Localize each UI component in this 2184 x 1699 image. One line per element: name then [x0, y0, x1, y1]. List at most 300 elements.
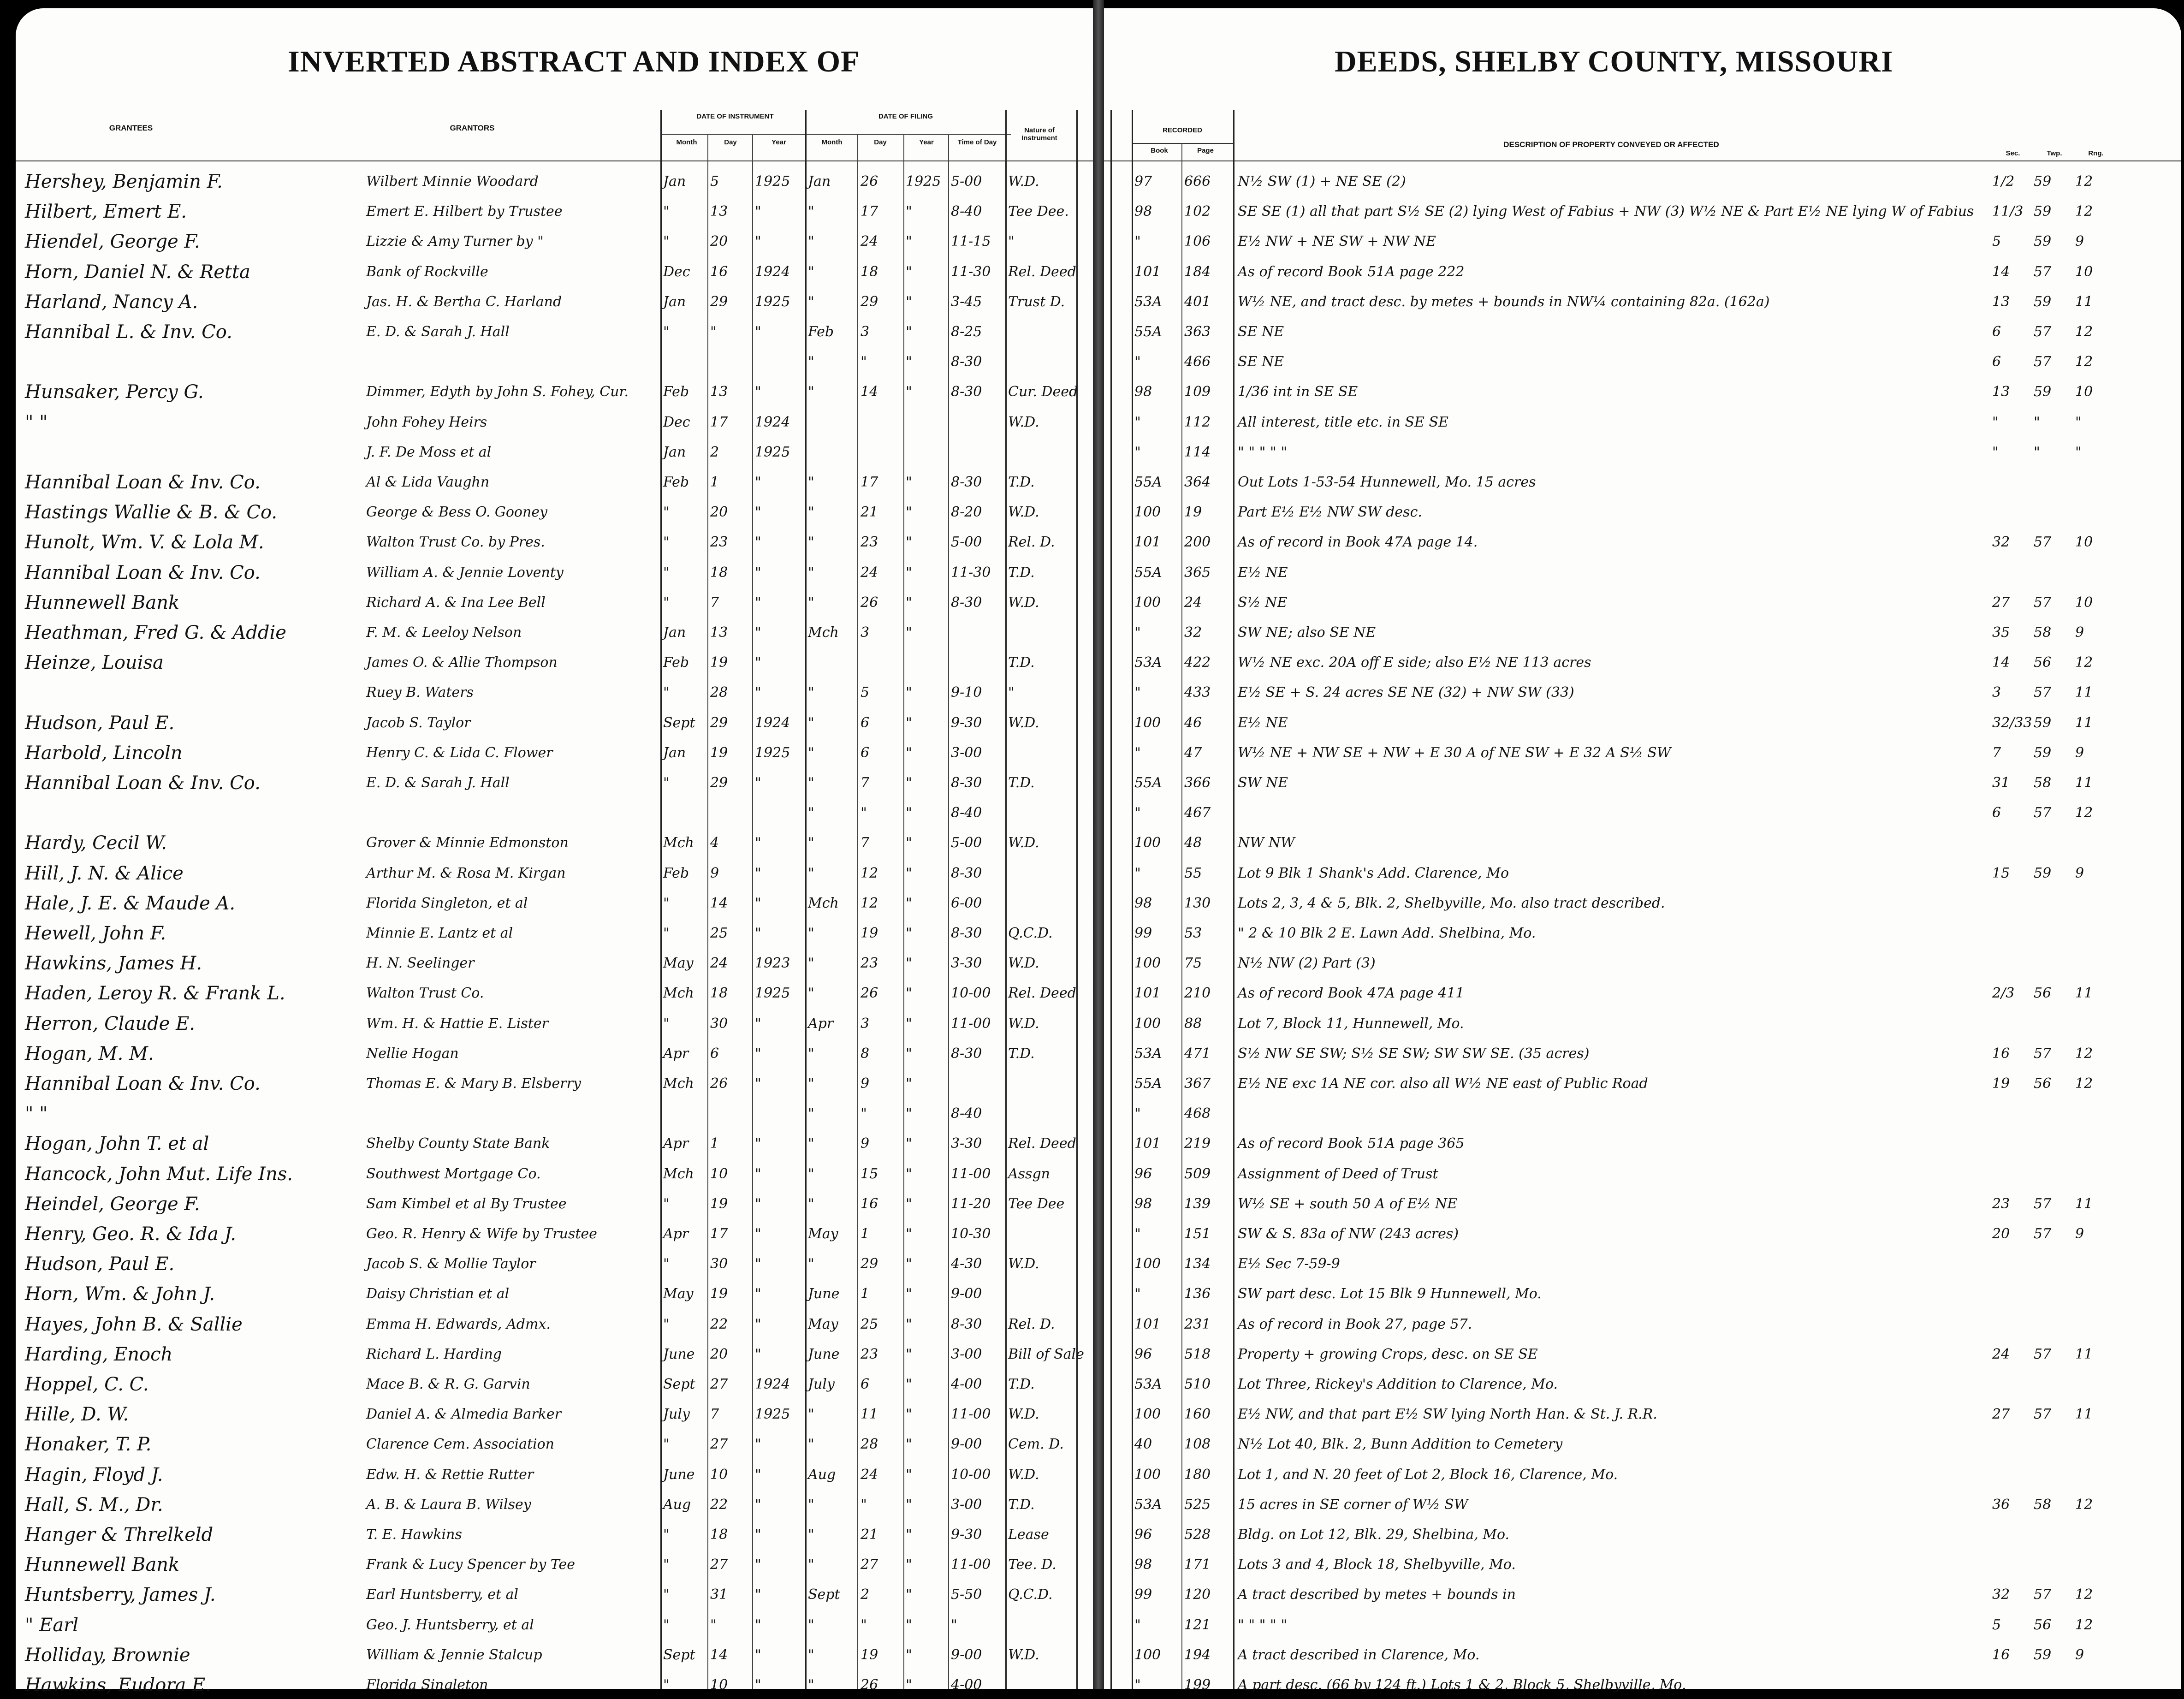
inst-day-cell: 13: [710, 624, 728, 641]
nature-cell: Cur. Deed: [1008, 384, 1078, 400]
sec-cell: 1/2: [1992, 173, 2015, 190]
right-page: [1104, 8, 2181, 1693]
inst-month-cell: Jan: [663, 173, 686, 190]
grantee-cell: Hardy, Cecil W.: [25, 832, 167, 854]
page-cell: 467: [1184, 805, 1211, 821]
nature-cell: Q.C.D.: [1008, 1586, 1053, 1603]
inst-month-cell: Apr: [663, 1226, 689, 1242]
grantee-cell: Hastings Wallie & B. & Co.: [25, 502, 278, 523]
nature-cell: Tee. D.: [1008, 1556, 1056, 1573]
book-cell: 99: [1134, 1586, 1152, 1603]
filing-year-cell: ": [906, 474, 912, 490]
twp-cell: 57: [2034, 1406, 2052, 1423]
table-row: [1104, 315, 2181, 346]
inst-month-cell: ": [663, 324, 670, 340]
inst-day-cell: 19: [710, 744, 728, 761]
filing-month-cell: ": [808, 1556, 814, 1573]
inst-month-cell: Apr: [663, 1135, 689, 1152]
table-row: [16, 1398, 1093, 1428]
grantor-cell: William & Jennie Stalcup: [366, 1646, 542, 1663]
twp-cell: 57: [2034, 534, 2052, 551]
page-cell: 518: [1184, 1346, 1211, 1362]
table-row: [1104, 225, 2181, 255]
inst-month-cell: Jan: [663, 293, 686, 310]
table-row: [1104, 917, 2181, 947]
sec-cell: 3: [1992, 684, 2001, 701]
filing-year-cell: ": [906, 1346, 912, 1362]
grantor-cell: Florida Singleton, et al: [366, 895, 528, 911]
header-twp: Twp.: [2047, 149, 2062, 157]
grantor-cell: John Fohey Heirs: [366, 414, 487, 430]
filing-day-cell: 6: [861, 744, 870, 761]
page-cell: 219: [1184, 1135, 1211, 1152]
inst-day-cell: 17: [710, 414, 728, 430]
grantor-cell: William A. & Jennie Loventy: [366, 564, 564, 581]
filing-day-cell: 19: [861, 925, 878, 941]
grantor-cell: Earl Huntsberry, et al: [366, 1586, 519, 1603]
inst-day-cell: 14: [710, 1646, 728, 1663]
inst-day-cell: 9: [710, 865, 719, 881]
time-cell: 5-50: [951, 1586, 982, 1603]
grantor-cell: Geo. R. Henry & Wife by Trustee: [366, 1226, 597, 1242]
table-row: [16, 1368, 1093, 1398]
page-cell: 120: [1184, 1586, 1211, 1603]
filing-day-cell: 26: [861, 594, 878, 611]
table-row: [1104, 646, 2181, 677]
book-cell: ": [1134, 1616, 1141, 1633]
filing-month-cell: ": [808, 1135, 814, 1152]
book-cell: 100: [1134, 714, 1161, 731]
page-cell: 151: [1184, 1226, 1211, 1242]
time-cell: 9-10: [951, 684, 982, 701]
time-cell: 9-30: [951, 1527, 982, 1543]
grantee-cell: Hudson, Paul E.: [25, 712, 175, 734]
nature-cell: Rel. Deed: [1008, 263, 1076, 280]
filing-month-cell: ": [808, 1105, 814, 1122]
inst-day-cell: 10: [710, 1677, 728, 1693]
table-row: [1104, 1578, 2181, 1609]
filing-day-cell: ": [861, 1105, 867, 1122]
time-cell: 11-00: [951, 1015, 991, 1032]
inst-month-cell: Sept: [663, 714, 695, 731]
filing-year-cell: ": [906, 1376, 912, 1392]
filing-day-cell: 19: [861, 1646, 878, 1663]
grantor-cell: Richard L. Harding: [366, 1346, 502, 1362]
grantor-cell: Jacob S. & Mollie Taylor: [366, 1256, 536, 1272]
table-row: [1104, 1548, 2181, 1579]
table-row: [16, 796, 1093, 827]
filing-day-cell: 5: [861, 684, 870, 701]
inst-day-cell: 10: [710, 1165, 728, 1182]
rng-cell: 11: [2075, 985, 2093, 1002]
grantor-cell: Thomas E. & Mary B. Elsberry: [366, 1075, 581, 1092]
filing-day-cell: 8: [861, 1045, 870, 1062]
sec-cell: 24: [1992, 1346, 2010, 1362]
book-cell: 100: [1134, 1406, 1161, 1423]
page-cell: 509: [1184, 1165, 1211, 1182]
header-inst-month: Month: [676, 138, 697, 146]
description-cell: Out Lots 1-53-54 Hunnewell, Mo. 15 acres: [1238, 474, 1536, 490]
filing-year-cell: ": [906, 1105, 912, 1122]
sec-cell: 16: [1992, 1646, 2010, 1663]
sec-cell: 6: [1992, 324, 2001, 340]
table-row: [16, 857, 1093, 887]
description-cell: W½ NE exc. 20A off E side; also E½ NE 113 acres: [1238, 654, 1591, 671]
filing-year-cell: ": [906, 1256, 912, 1272]
inst-year-cell: ": [755, 1226, 761, 1242]
filing-year-cell: ": [906, 354, 912, 370]
time-cell: 8-30: [951, 1316, 982, 1332]
header-nature: Nature of Instrument: [1021, 126, 1057, 142]
rng-cell: 11: [2075, 775, 2093, 791]
inst-year-cell: ": [755, 1496, 761, 1513]
grantee-cell: Hewell, John F.: [25, 923, 166, 944]
grantee-cell: Harding, Enoch: [25, 1343, 173, 1365]
grantor-cell: Al & Lida Vaughn: [366, 474, 490, 490]
filing-month-cell: ": [808, 744, 814, 761]
page-cell: 433: [1184, 684, 1211, 701]
time-cell: 11-00: [951, 1556, 991, 1573]
twp-cell: 58: [2034, 775, 2052, 791]
inst-year-cell: 1925: [755, 744, 790, 761]
filing-year-cell: ": [906, 263, 912, 280]
inst-year-cell: ": [755, 1195, 761, 1212]
inst-day-cell: 17: [710, 1226, 728, 1242]
sec-cell: 27: [1992, 1406, 2010, 1423]
rng-cell: 11: [2075, 293, 2093, 310]
inst-month-cell: ": [663, 1015, 670, 1032]
filing-month-cell: ": [808, 1436, 814, 1453]
rng-cell: 10: [2075, 534, 2093, 551]
table-row: [16, 1218, 1093, 1248]
description-cell: A tract described by metes + bounds in: [1238, 1586, 1516, 1603]
table-row: [1104, 556, 2181, 587]
nature-cell: T.D.: [1008, 775, 1035, 791]
grantor-cell: Clarence Cem. Association: [366, 1436, 555, 1453]
grantee-cell: Horn, Wm. & John J.: [25, 1283, 215, 1305]
page-cell: 47: [1184, 744, 1202, 761]
header-grantees: GRANTEES: [109, 124, 153, 132]
inst-day-cell: ": [710, 324, 717, 340]
filing-year-cell: ": [906, 1135, 912, 1152]
page-cell: 364: [1184, 474, 1211, 490]
filing-year-cell: ": [906, 1466, 912, 1483]
filing-month-cell: May: [808, 1226, 838, 1242]
book-cell: 96: [1134, 1346, 1152, 1362]
filing-month-cell: ": [808, 293, 814, 310]
book-cell: 100: [1134, 1646, 1161, 1663]
right-page-title: DEEDS, SHELBY COUNTY, MISSOURI: [1335, 45, 1893, 78]
inst-year-cell: ": [755, 1075, 761, 1092]
filing-month-cell: Feb: [808, 324, 834, 340]
table-row: [16, 1578, 1093, 1609]
inst-day-cell: 20: [710, 233, 728, 250]
inst-day-cell: 25: [710, 925, 728, 941]
sec-cell: 13: [1992, 384, 2010, 400]
page-cell: 75: [1184, 955, 1202, 972]
filing-month-cell: ": [808, 1677, 814, 1693]
filing-day-cell: ": [861, 805, 867, 821]
time-cell: 5-00: [951, 835, 982, 851]
description-cell: S½ NE: [1238, 594, 1288, 611]
time-cell: 11-30: [951, 564, 991, 581]
table-row: [1104, 406, 2181, 436]
inst-month-cell: ": [663, 1527, 670, 1543]
filing-month-cell: ": [808, 1616, 814, 1633]
book-cell: 55A: [1134, 324, 1162, 340]
inst-day-cell: 7: [710, 1406, 719, 1423]
book-cell: 98: [1134, 895, 1152, 911]
description-cell: N½ NW (2) Part (3): [1238, 955, 1376, 972]
sec-cell: 6: [1992, 354, 2001, 370]
inst-month-cell: ": [663, 1586, 670, 1603]
grantee-cell: Holliday, Brownie: [25, 1644, 190, 1666]
table-row: [1104, 1248, 2181, 1278]
book-cell: 97: [1134, 173, 1152, 190]
grantee-cell: " Earl: [25, 1614, 79, 1636]
filing-year-cell: ": [906, 233, 912, 250]
grantee-cell: Harland, Nancy A.: [25, 291, 198, 313]
page-cell: 55: [1184, 865, 1202, 881]
book-cell: ": [1134, 684, 1141, 701]
table-row: [16, 1188, 1093, 1218]
grantor-cell: Daniel A. & Almedia Barker: [366, 1406, 561, 1423]
inst-day-cell: 22: [710, 1496, 728, 1513]
inst-year-cell: ": [755, 1586, 761, 1603]
inst-year-cell: ": [755, 1135, 761, 1152]
filing-day-cell: 25: [861, 1316, 878, 1332]
inst-month-cell: Apr: [663, 1045, 689, 1062]
page-cell: 139: [1184, 1195, 1211, 1212]
description-cell: Lot 1, and N. 20 feet of Lot 2, Block 16, Clarence, Mo.: [1238, 1466, 1618, 1483]
filing-day-cell: 9: [861, 1075, 870, 1092]
inst-day-cell: 30: [710, 1015, 728, 1032]
filing-day-cell: 26: [861, 985, 878, 1002]
grantee-cell: Haden, Leroy R. & Frank L.: [25, 983, 285, 1004]
time-cell: 8-30: [951, 354, 982, 370]
twp-cell: 58: [2034, 1496, 2052, 1513]
filing-month-cell: ": [808, 1256, 814, 1272]
filing-month-cell: ": [808, 684, 814, 701]
twp-cell: 56: [2034, 654, 2052, 671]
filing-day-cell: 1: [861, 1226, 870, 1242]
page-cell: 194: [1184, 1646, 1211, 1663]
time-cell: 3-00: [951, 744, 982, 761]
inst-day-cell: 29: [710, 714, 728, 731]
inst-year-cell: ": [755, 925, 761, 941]
sec-cell: 13: [1992, 293, 2010, 310]
table-row: [16, 1277, 1093, 1308]
table-row: [16, 766, 1093, 797]
page-cell: 108: [1184, 1436, 1211, 1453]
filing-year-cell: ": [906, 564, 912, 581]
inst-month-cell: Feb: [663, 654, 689, 671]
page-cell: 46: [1184, 714, 1202, 731]
page-cell: 134: [1184, 1256, 1211, 1272]
table-row: [1104, 977, 2181, 1007]
description-cell: " " " " ": [1238, 444, 1288, 460]
filing-day-cell: 17: [861, 203, 878, 220]
filing-day-cell: 3: [861, 624, 870, 641]
filing-year-cell: ": [906, 1586, 912, 1603]
book-cell: ": [1134, 865, 1141, 881]
table-row: [1104, 857, 2181, 887]
grantor-cell: Richard A. & Ina Lee Bell: [366, 594, 546, 611]
rng-cell: 10: [2075, 263, 2093, 280]
filing-month-cell: ": [808, 1075, 814, 1092]
table-row: [16, 466, 1093, 496]
filing-month-cell: ": [808, 263, 814, 280]
filing-month-cell: ": [808, 925, 814, 941]
table-row: [1104, 526, 2181, 556]
filing-year-cell: ": [906, 1286, 912, 1302]
inst-month-cell: Sept: [663, 1646, 695, 1663]
grantor-cell: Shelby County State Bank: [366, 1135, 550, 1152]
table-row: [16, 556, 1093, 587]
nature-cell: T.D.: [1008, 1376, 1035, 1392]
nature-cell: Rel. D.: [1008, 534, 1055, 551]
nature-cell: Bill of Sale: [1008, 1346, 1084, 1362]
inst-month-cell: Aug: [663, 1496, 691, 1513]
page-cell: 199: [1184, 1677, 1211, 1693]
time-cell: ": [951, 1616, 957, 1633]
grantee-cell: Hunnewell Bank: [25, 1554, 180, 1576]
twp-cell: 59: [2034, 1646, 2052, 1663]
time-cell: 8-25: [951, 324, 982, 340]
inst-day-cell: 30: [710, 1256, 728, 1272]
inst-year-cell: 1925: [755, 1406, 790, 1423]
table-row: [16, 1007, 1093, 1038]
filing-day-cell: 21: [861, 504, 878, 521]
nature-cell: Q.C.D.: [1008, 925, 1053, 941]
filing-day-cell: 12: [861, 895, 878, 911]
book-cell: 53A: [1134, 1496, 1162, 1513]
time-cell: 6-00: [951, 895, 982, 911]
description-cell: SW NE; also SE NE: [1238, 624, 1376, 641]
nature-cell: T.D.: [1008, 564, 1035, 581]
table-row: [1104, 1428, 2181, 1458]
table-row: [1104, 616, 2181, 647]
filing-year-cell: ": [906, 1165, 912, 1182]
book-cell: ": [1134, 624, 1141, 641]
filing-day-cell: 24: [861, 564, 878, 581]
table-row: [16, 646, 1093, 677]
inst-month-cell: Feb: [663, 865, 689, 881]
page-cell: 471: [1184, 1045, 1211, 1062]
sec-cell: 32/33: [1992, 714, 2032, 731]
rng-cell: 12: [2075, 173, 2093, 190]
filing-day-cell: 11: [861, 1406, 878, 1423]
nature-cell: W.D.: [1008, 173, 1039, 190]
sec-cell: 15: [1992, 865, 2010, 881]
inst-year-cell: 1925: [755, 293, 790, 310]
page-cell: 112: [1184, 414, 1211, 430]
filing-day-cell: 29: [861, 1256, 878, 1272]
inst-day-cell: ": [710, 1616, 717, 1633]
description-cell: Lot 9 Blk 1 Shank's Add. Clarence, Mo: [1238, 865, 1509, 881]
grantee-cell: Hancock, John Mut. Life Ins.: [25, 1163, 293, 1185]
page-cell: 48: [1184, 835, 1202, 851]
twp-cell: 59: [2034, 293, 2052, 310]
table-row: [1104, 1458, 2181, 1489]
table-row: [1104, 1308, 2181, 1338]
rng-cell: 11: [2075, 1195, 2093, 1212]
book-cell: 101: [1134, 1135, 1161, 1152]
inst-month-cell: ": [663, 1195, 670, 1212]
filing-month-cell: ": [808, 203, 814, 220]
inst-year-cell: ": [755, 624, 761, 641]
description-cell: SE NE: [1238, 324, 1284, 340]
inst-year-cell: ": [755, 233, 761, 250]
table-row: [16, 165, 1093, 196]
time-cell: 5-00: [951, 173, 982, 190]
book-cell: 101: [1134, 263, 1161, 280]
page-cell: 121: [1184, 1616, 1211, 1633]
filing-month-cell: July: [808, 1376, 835, 1392]
table-row: [16, 375, 1093, 406]
inst-year-cell: ": [755, 1256, 761, 1272]
inst-year-cell: ": [755, 1556, 761, 1573]
filing-year-cell: ": [906, 1496, 912, 1513]
inst-month-cell: Mch: [663, 1165, 694, 1182]
inst-month-cell: May: [663, 1286, 694, 1302]
grantee-cell: Hayes, John B. & Sallie: [25, 1313, 243, 1335]
twp-cell: 59: [2034, 865, 2052, 881]
table-row: [1104, 737, 2181, 767]
twp-cell: 57: [2034, 594, 2052, 611]
filing-day-cell: 15: [861, 1165, 878, 1182]
inst-year-cell: ": [755, 1527, 761, 1543]
inst-day-cell: 6: [710, 1045, 719, 1062]
time-cell: 8-40: [951, 1105, 982, 1122]
book-cell: ": [1134, 233, 1141, 250]
grantor-cell: E. D. & Sarah J. Hall: [366, 324, 510, 340]
grantee-cell: Harbold, Lincoln: [25, 742, 183, 764]
inst-year-cell: ": [755, 835, 761, 851]
inst-year-cell: ": [755, 1677, 761, 1693]
grantee-cell: Horn, Daniel N. & Retta: [25, 261, 250, 283]
grantor-cell: Edw. H. & Rettie Rutter: [366, 1466, 534, 1483]
filing-year-cell: ": [906, 1527, 912, 1543]
grantee-cell: Herron, Claude E.: [25, 1013, 195, 1034]
filing-day-cell: 27: [861, 1556, 878, 1573]
filing-day-cell: 23: [861, 1346, 878, 1362]
book-cell: ": [1134, 1226, 1141, 1242]
inst-day-cell: 1: [710, 474, 719, 490]
description-cell: N½ SW (1) + NE SE (2): [1238, 173, 1406, 190]
inst-month-cell: ": [663, 684, 670, 701]
time-cell: 11-00: [951, 1165, 991, 1182]
filing-year-cell: ": [906, 1045, 912, 1062]
filing-day-cell: 6: [861, 714, 870, 731]
sec-cell: 31: [1992, 775, 2010, 791]
nature-cell: W.D.: [1008, 1015, 1039, 1032]
filing-month-cell: Jan: [808, 173, 831, 190]
grantor-cell: Emma H. Edwards, Admx.: [366, 1316, 551, 1332]
inst-month-cell: ": [663, 203, 670, 220]
description-cell: Assignment of Deed of Trust: [1238, 1165, 1438, 1182]
time-cell: 10-00: [951, 1466, 991, 1483]
inst-year-cell: ": [755, 1436, 761, 1453]
grantor-cell: Jacob S. Taylor: [366, 714, 471, 731]
filing-month-cell: ": [808, 714, 814, 731]
table-row: [1104, 1518, 2181, 1549]
header-description: DESCRIPTION OF PROPERTY CONVEYED OR AFFECTED: [1503, 140, 1719, 149]
sec-cell: ": [1992, 414, 1999, 430]
grantee-cell: Hanger & Threlkeld: [25, 1524, 214, 1545]
table-row: [16, 947, 1093, 977]
description-cell: Bldg. on Lot 12, Blk. 29, Shelbina, Mo.: [1238, 1527, 1510, 1543]
